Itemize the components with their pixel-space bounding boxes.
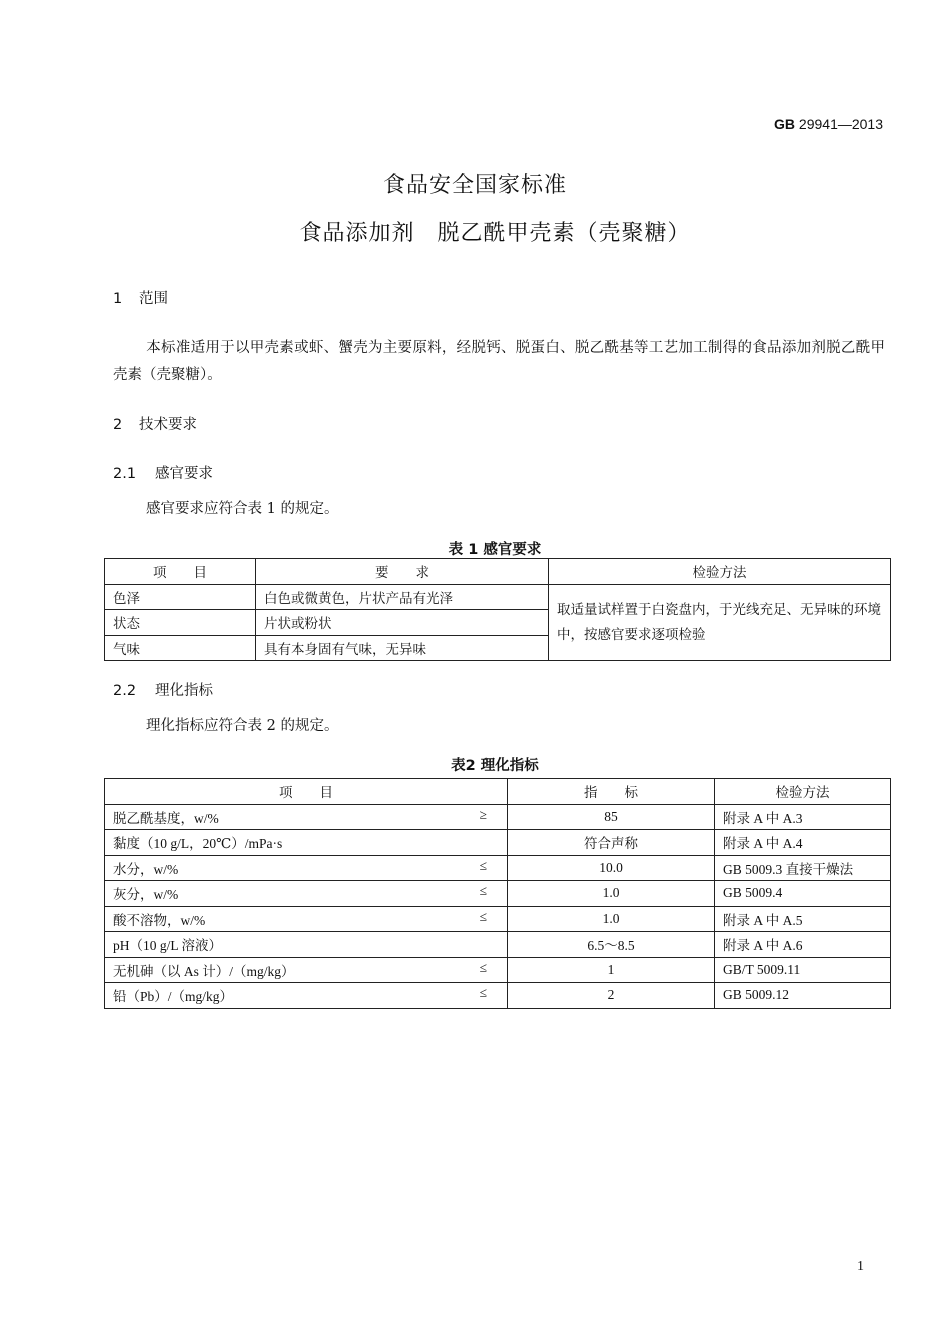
row-value: 1 [508,957,715,983]
row-item: 状态 [105,610,256,636]
table-row [105,804,891,830]
row-item: 无机砷（以 As 计）/（mg/kg） ≤ [105,957,508,983]
row-method: 取适量试样置于白瓷盘内，于光线充足、无异味的环境中，按感官要求逐项检验 [549,584,891,661]
row-value: 85 [508,804,715,830]
section-1-heading: 1 范围 [113,291,168,307]
row-method: GB 5009.3 直接干燥法 [715,855,891,881]
row-method: 附录 A 中 A.6 [715,932,891,958]
row-item: 气味 [105,635,256,661]
row-item: 色泽 [105,584,256,610]
table-row [105,584,891,610]
document-subtitle: 食品添加剂 脱乙酰甲壳素（壳聚糖） [299,221,691,246]
header-method: 检验方法 [549,559,891,585]
row-method: GB 5009.12 [715,983,891,1009]
section-2-1-paragraph: 感官要求应符合表 1 的规定。 [146,501,339,517]
physicochemical-indicators-table [104,778,891,1009]
section-2-2-paragraph: 理化指标应符合表 2 的规定。 [146,718,339,734]
row-requirement: 白色或微黄色，片状产品有光泽 [256,584,549,610]
row-method: 附录 A 中 A.5 [715,906,891,932]
table-row [105,881,891,907]
header-method: 检验方法 [715,779,891,805]
section-2-2-heading: 2.2 理化指标 [113,683,213,699]
row-item: 脱乙酰基度，w/% ≥ [105,804,508,830]
row-value: 1.0 [508,906,715,932]
row-method: 附录 A 中 A.3 [715,804,891,830]
table-1-caption: 表 1 感官要求 [448,542,542,558]
row-value: 2 [508,983,715,1009]
header-requirement: 要 求 [256,559,549,585]
header-indicator: 指 标 [508,779,715,805]
row-value: 10.0 [508,855,715,881]
standard-code: GB 29941—2013 [774,116,883,132]
table-row [105,957,891,983]
row-item: 灰分，w/% ≤ [105,881,508,907]
section-1-paragraph: 本标准适用于以甲壳素或虾、蟹壳为主要原料，经脱钙、脱蛋白、脱乙酰基等工艺加工制得的食品添加剂脱乙酰甲壳素（壳聚糖）。 [113,340,885,383]
row-requirement: 具有本身固有气味，无异味 [256,635,549,661]
row-value: 1.0 [508,881,715,907]
row-method: GB/T 5009.11 [715,957,891,983]
table-row [105,855,891,881]
row-item: 黏度（10 g/L，20℃）/mPa·s [105,830,508,856]
sensory-requirements-table [104,558,891,661]
table-row [105,983,891,1009]
row-value: 符合声称 [508,830,715,856]
table-row [105,906,891,932]
page-number: 1 [857,1259,864,1274]
row-item: pH（10 g/L 溶液） [105,932,508,958]
table-header-row [105,779,891,805]
document-title: 食品安全国家标准 [382,173,567,198]
section-2-1-heading: 2.1 感官要求 [113,466,213,482]
section-2-heading: 2 技术要求 [113,417,197,433]
table-header-row [105,559,891,585]
row-value: 6.5～8.5 [508,932,715,958]
row-method: GB 5009.4 [715,881,891,907]
row-requirement: 片状或粉状 [256,610,549,636]
header-item: 项 目 [105,779,508,805]
table-2-caption: 表2 理化指标 [451,758,539,774]
row-item: 酸不溶物，w/% ≤ [105,906,508,932]
row-item: 铅（Pb）/（mg/kg） ≤ [105,983,508,1009]
table-row [105,932,891,958]
header-item: 项 目 [105,559,256,585]
row-item: 水分，w/% ≤ [105,855,508,881]
table-row [105,830,891,856]
row-method: 附录 A 中 A.4 [715,830,891,856]
